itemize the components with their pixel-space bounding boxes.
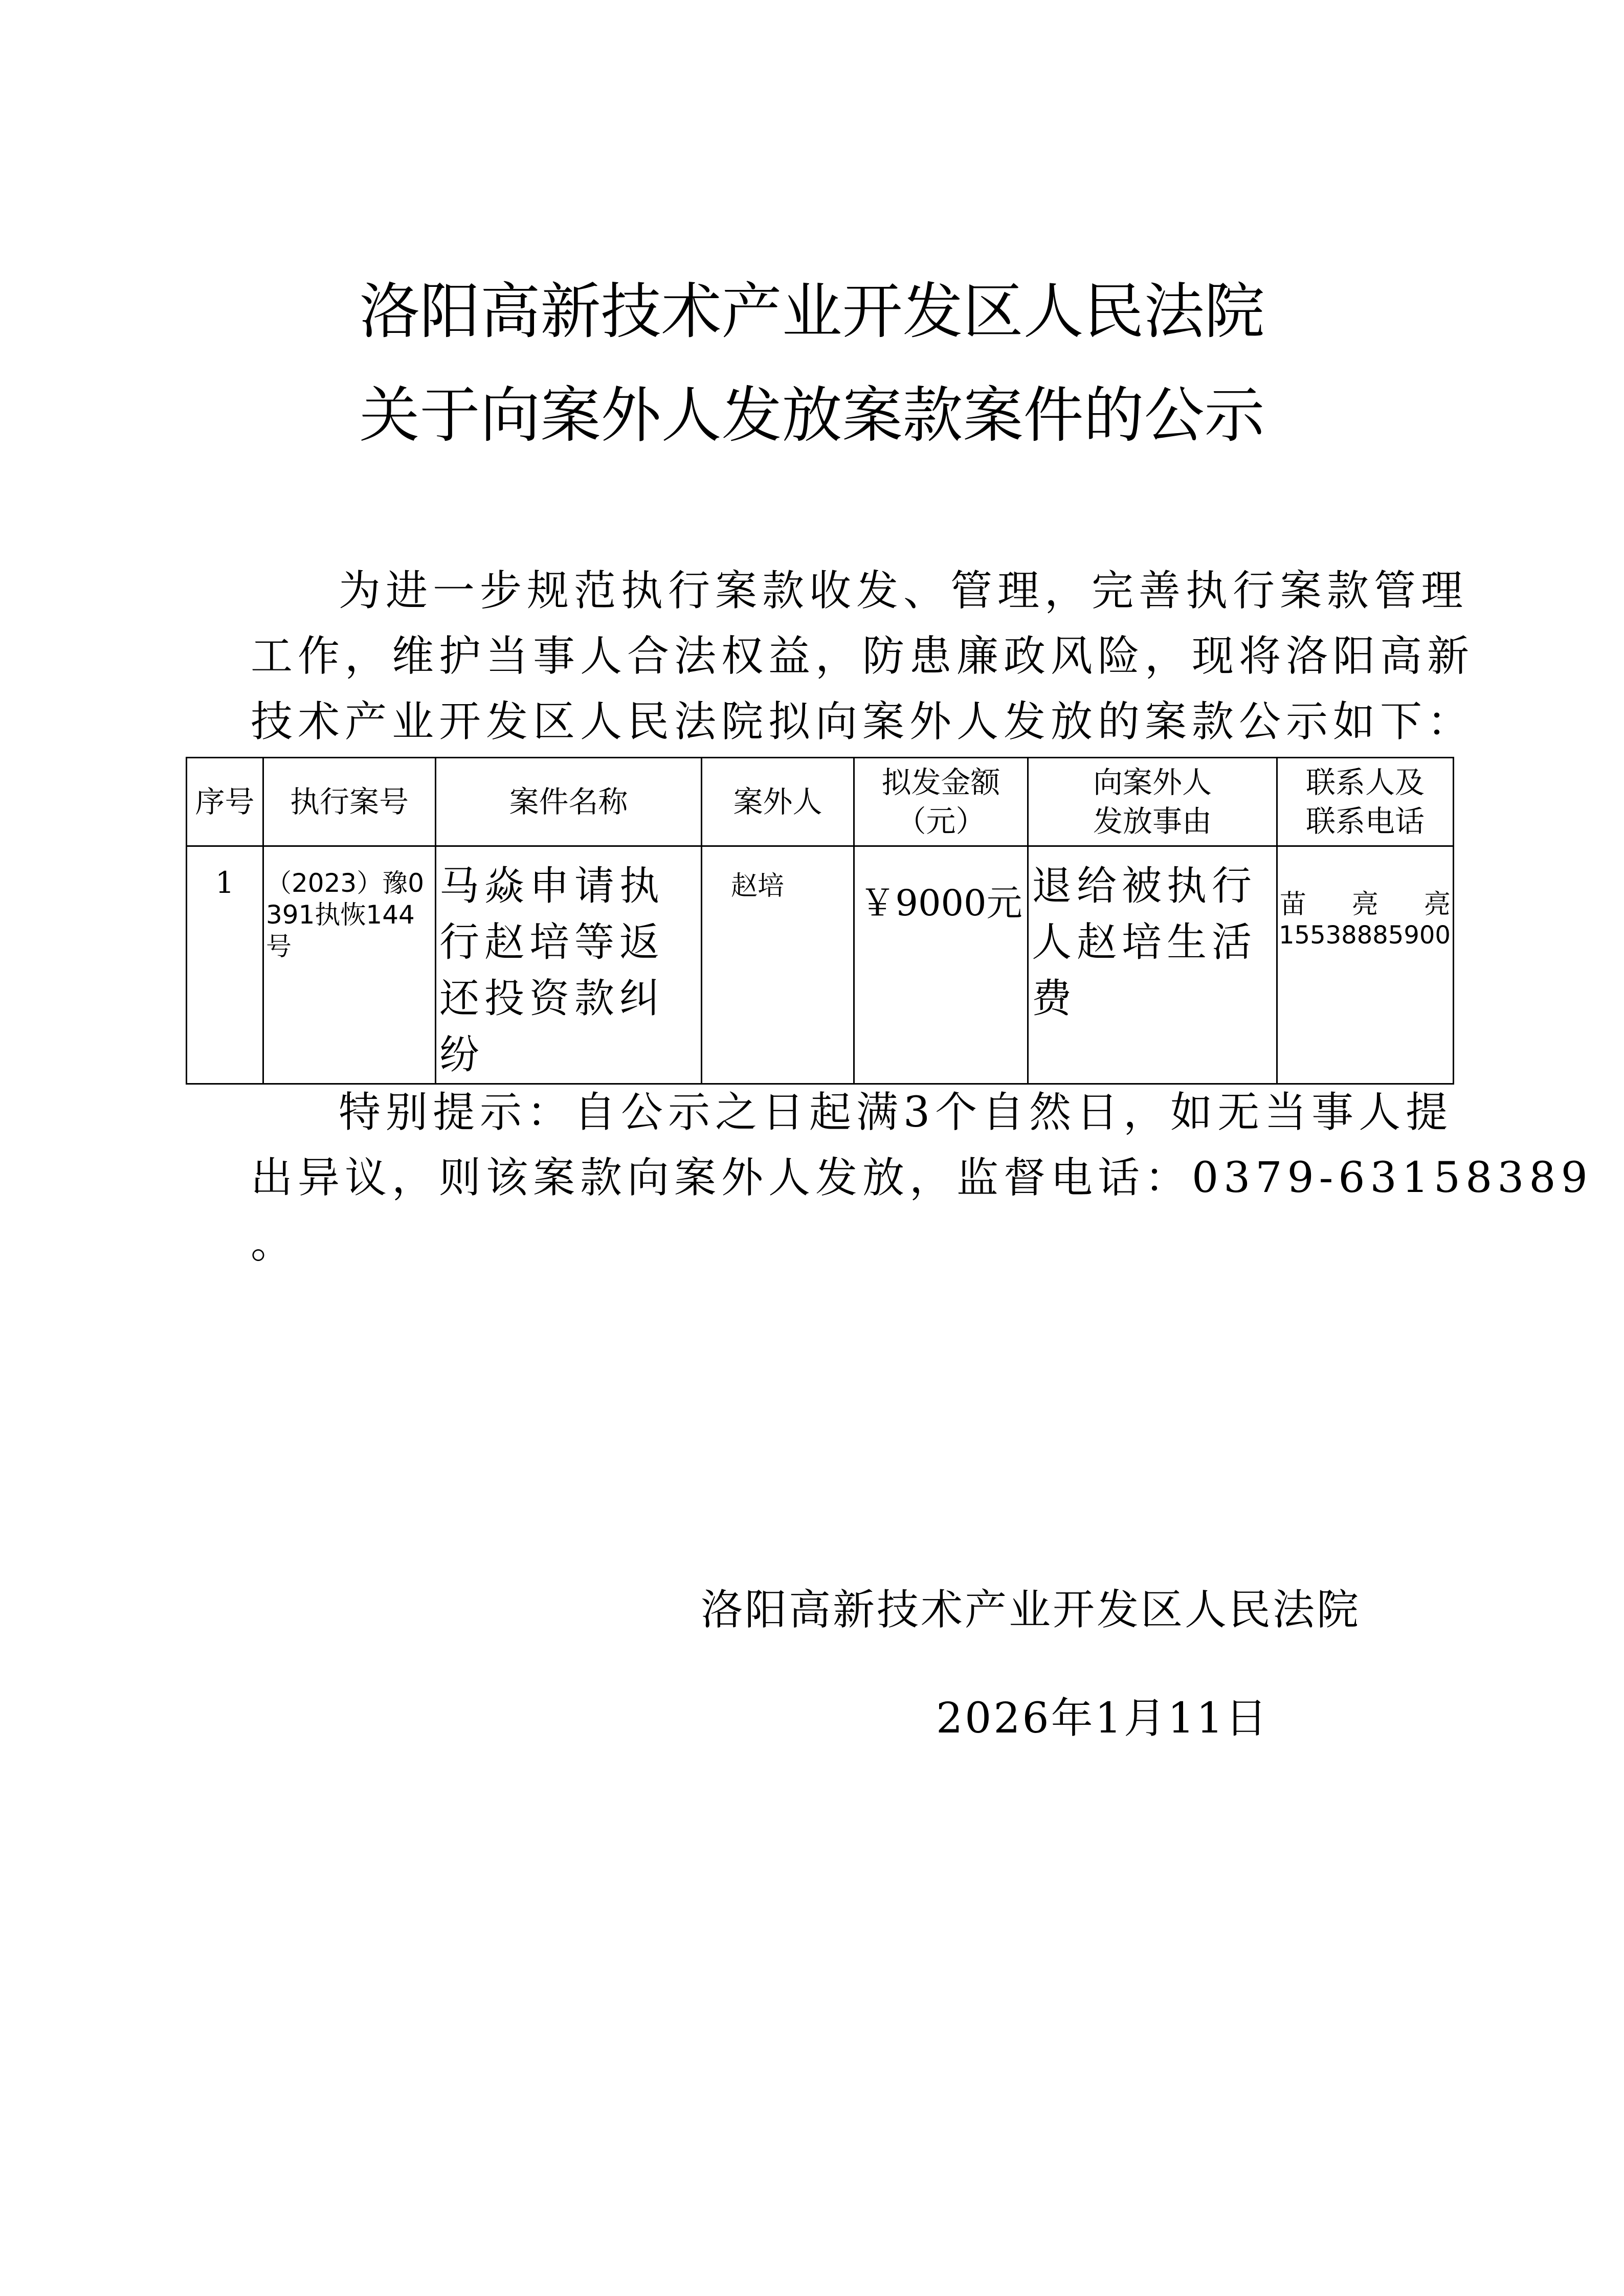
header-reason [1028, 758, 1277, 846]
contact-name [1278, 883, 1453, 921]
document-title-line-2: 关于向案外人发放案款案件的公示 [359, 380, 1265, 451]
header-amount-line-2: （元） [896, 804, 986, 839]
header-contact-line-1: 联系人及 [1305, 765, 1425, 800]
notice-line: 。 [251, 1219, 298, 1268]
header-contact [1277, 758, 1454, 846]
header-reason-line-1: 向案外人 [1093, 765, 1212, 800]
document-title-line-1: 洛阳高新技术产业开发区人民法院 [359, 276, 1265, 347]
notice-line: 特别提示：自公示之日起满3个自然日，如无当事人提 [339, 1088, 1453, 1137]
contact-name-char: 亮 [1351, 889, 1378, 920]
signature-court: 洛阳高新技术产业开发区人民法院 [701, 1586, 1361, 1634]
contact-phone: 15538885900 [1279, 921, 1451, 950]
table-header-row [187, 758, 1454, 846]
intro-line: 工作，维护当事人合法权益，防患廉政风险，现将洛阳高新 [251, 632, 1475, 681]
header-contact-line-2: 联系电话 [1305, 804, 1425, 839]
contact-name-char: 亮 [1423, 889, 1451, 920]
header-case-name: 案件名称 [436, 758, 702, 846]
contact-name-char: 苗 [1280, 889, 1307, 920]
header-reason-line-2: 发放事由 [1093, 804, 1212, 839]
cell-contact [1277, 846, 1454, 1084]
cell-amount: ￥9000元 [854, 846, 1028, 1084]
header-seq: 序号 [187, 758, 263, 846]
intro-paragraph [251, 558, 1475, 755]
signature-date: 2026年1月11日 [936, 1694, 1270, 1743]
header-amount [854, 758, 1028, 846]
cell-seq: 1 [187, 846, 263, 1084]
intro-line: 为进一步规范执行案款收发、管理，完善执行案款管理 [339, 567, 1469, 615]
cell-case-name: 马焱申请执行赵培等返还投资款纠纷 [436, 846, 702, 1084]
cell-case-no: （2023）豫0391执恢144号 [263, 846, 436, 1084]
header-amount-line-1: 拟发金额 [881, 765, 1000, 800]
notice-paragraph [251, 1080, 1593, 1276]
cell-outsider: 赵培 [702, 846, 854, 1084]
header-case-no: 执行案号 [263, 758, 436, 846]
header-outsider: 案外人 [702, 758, 854, 846]
cell-reason: 退给被执行人赵培生活费 [1028, 846, 1277, 1084]
intro-line: 技术产业开发区人民法院拟向案外人发放的案款公示如下： [251, 697, 1475, 746]
table-row [187, 846, 1454, 1084]
notice-line: 出异议，则该案款向案外人发放，监督电话：0379-63158389 [251, 1154, 1593, 1202]
case-table [186, 757, 1454, 1085]
